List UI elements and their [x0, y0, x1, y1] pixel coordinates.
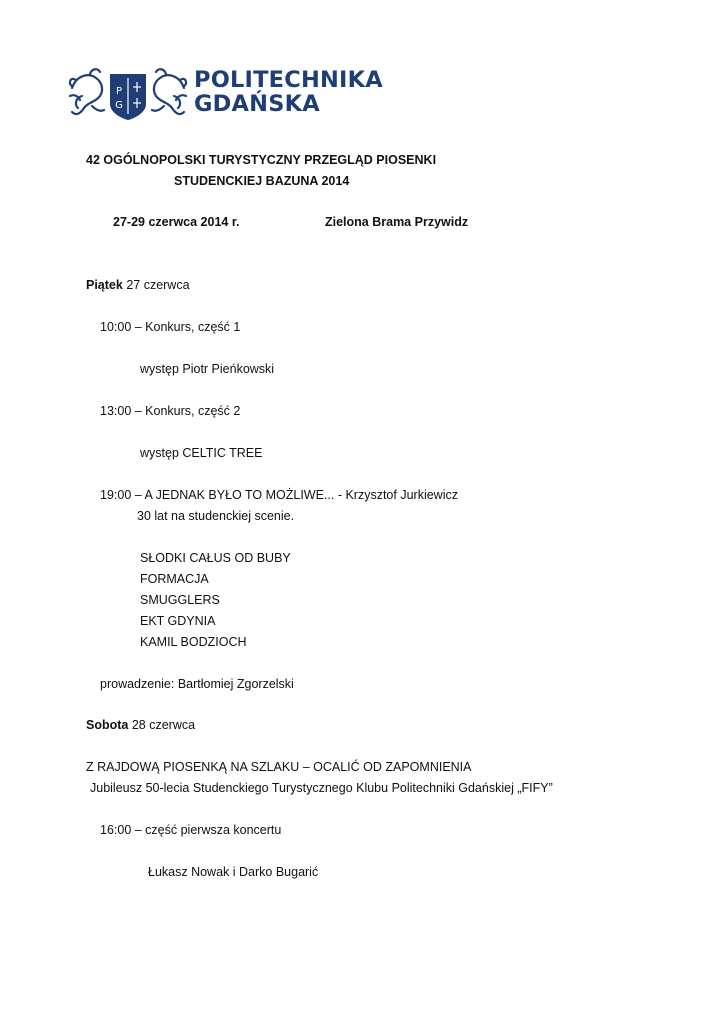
logo-line-2: GDAŃSKA [194, 91, 320, 117]
saturday-item-1: 16:00 – część pierwsza koncertu [100, 823, 282, 837]
logo-line-1: POLITECHNIKA [194, 67, 383, 93]
friday-item-5: 19:00 – A JEDNAK BYŁO TO MOŻLIWE... - Krzysztof Jurkiewicz [100, 488, 458, 502]
shield-letter-g: G [115, 100, 123, 111]
band-item: EKT GDYNIA [140, 614, 216, 628]
friday-heading [86, 278, 190, 292]
saturday-item-2: Łukasz Nowak i Darko Bugarić [148, 865, 319, 879]
logo-text [194, 68, 383, 116]
heraldic-crest-icon [66, 66, 190, 122]
band-item: SMUGGLERS [140, 593, 220, 607]
friday-item-3: 13:00 – Konkurs, część 2 [100, 404, 241, 418]
saturday-day: Sobota [86, 718, 129, 732]
festival-title-line-2: STUDENCKIEJ BAZUNA 2014 [174, 174, 350, 188]
friday-host: prowadzenie: Bartłomiej Zgorzelski [100, 677, 294, 691]
friday-item-6: 30 lat na studenckiej scenie. [137, 509, 295, 523]
festival-dates: 27-29 czerwca 2014 r. [113, 215, 240, 229]
saturday-date: 28 czerwca [128, 718, 196, 732]
university-logo [66, 66, 383, 122]
friday-item-1: 10:00 – Konkurs, część 1 [100, 320, 241, 334]
shield-letter-p: P [115, 86, 123, 97]
friday-item-4: występ CELTIC TREE [140, 446, 263, 460]
friday-day: Piątek [86, 278, 123, 292]
band-item: SŁODKI CAŁUS OD BUBY [140, 551, 291, 565]
saturday-heading [86, 718, 195, 732]
festival-title-line-1: 42 OGÓLNOPOLSKI TURYSTYCZNY PRZEGLĄD PIOSENKI [86, 153, 437, 167]
friday-date: 27 czerwca [122, 278, 190, 292]
saturday-subline: Jubileusz 50-lecia Studenckiego Turystycznego Klubu Politechniki Gdańskiej „FIFY” [90, 781, 553, 795]
saturday-headline: Z RAJDOWĄ PIOSENKĄ NA SZLAKU – OCALIĆ OD ZAPOMNIENIA [86, 760, 472, 774]
band-item: FORMACJA [140, 572, 209, 586]
friday-item-2: występ Piotr Pieńkowski [140, 362, 275, 376]
band-item: KAMIL BODZIOCH [140, 635, 247, 649]
festival-location: Zielona Brama Przywidz [325, 215, 469, 229]
